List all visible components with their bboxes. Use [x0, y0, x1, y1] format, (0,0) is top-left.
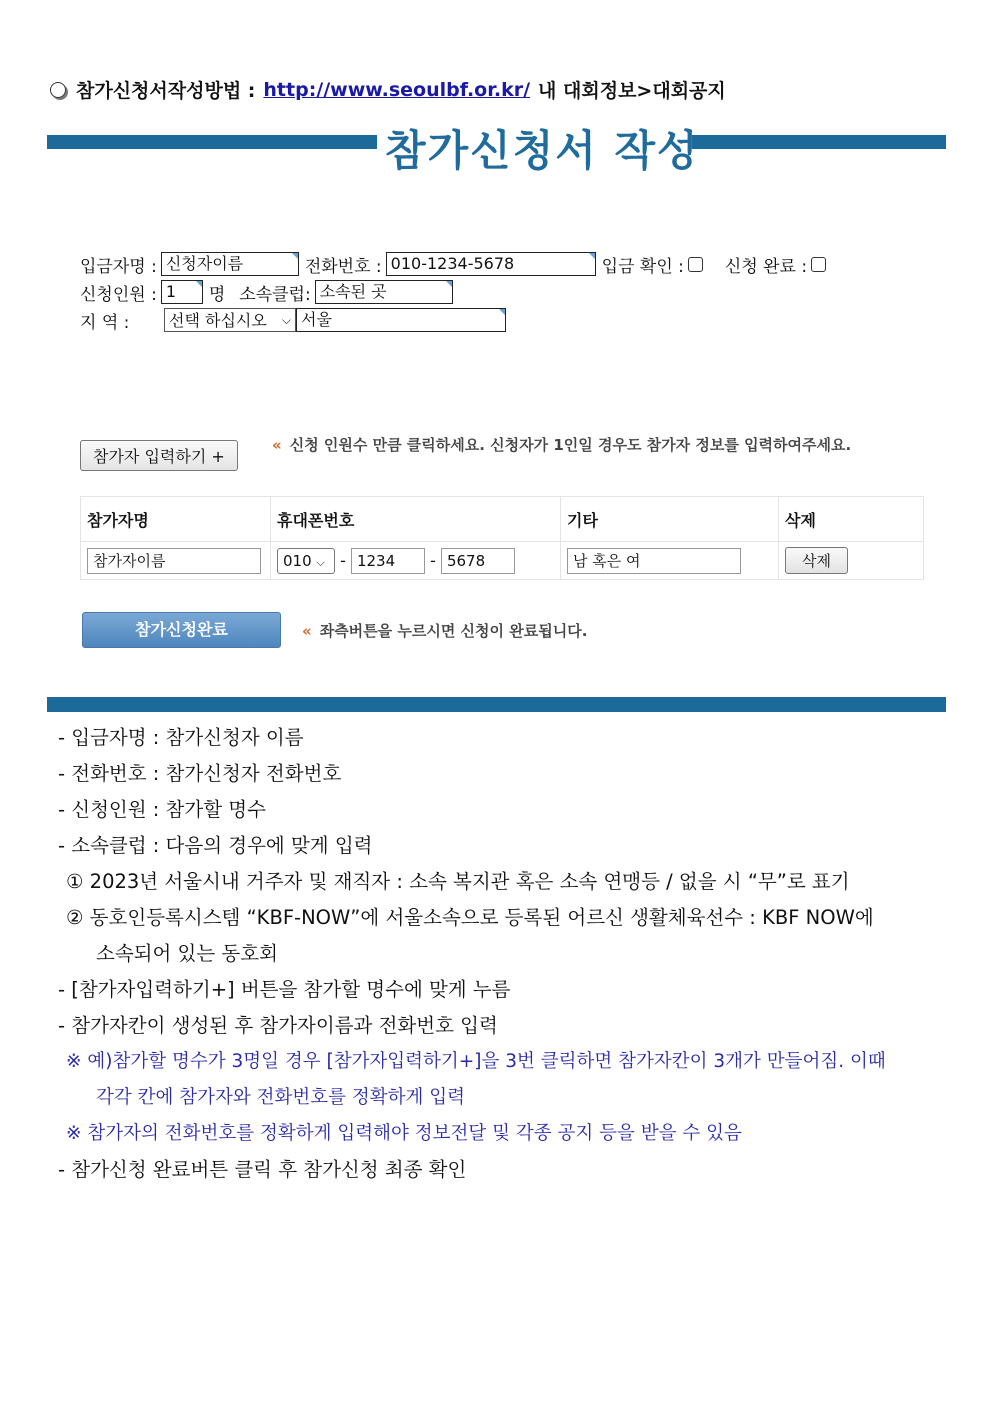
note-line: 소속되어 있는 동호회 [96, 942, 278, 965]
banner-title: 참가신청서 작성 [385, 126, 700, 175]
phone-dash-2: - [430, 550, 436, 570]
phone-last-input[interactable]: 5678 [441, 548, 515, 574]
note-line: - 소속클럽 : 다음의 경우에 맞게 입력 [58, 834, 373, 857]
payer-input[interactable]: 신청자이름 [161, 252, 299, 276]
region-input[interactable]: 서울 [296, 308, 506, 332]
col-name: 참가자명 [81, 497, 271, 542]
note-line: ※ 예)참가할 명수가 3명일 경우 [참가자입력하기+]을 3번 클릭하면 참가자칸이 3개가 만들어짐. 이때 [66, 1051, 886, 1072]
phone-prefix-select[interactable] [277, 548, 335, 574]
note-line: - 전화번호 : 참가신청자 전화번호 [58, 762, 342, 785]
radio-circle-icon [50, 82, 66, 98]
chevron-down-icon: ⌵ [316, 555, 325, 569]
count-input[interactable]: 1 [161, 280, 203, 304]
site-link[interactable]: http://www.seoulbf.or.kr/ [263, 78, 531, 101]
note-line: - 신청인원 : 참가할 명수 [58, 798, 266, 821]
col-etc: 기타 [561, 497, 779, 542]
banner-bar-right [692, 135, 946, 149]
heading-lead: 참가신청서작성방법 : [76, 80, 256, 102]
add-hint-text: 신청 인원수 만큼 클릭하세요. 신청자가 1인일 경우도 참가자 정보를 입력하여주세요. [289, 436, 852, 454]
table-header-row [81, 497, 924, 542]
phone-input[interactable]: 010-1234-5678 [386, 252, 596, 276]
region-select-value: 선택 하십시오 [169, 310, 267, 330]
phone-prefix-value: 010 [283, 551, 312, 570]
heading-tail: 내 대회정보>대회공지 [538, 80, 726, 102]
participant-table [80, 496, 924, 580]
region-select[interactable] [164, 308, 296, 332]
participant-name-input[interactable]: 참가자이름 [87, 548, 261, 574]
table-row [81, 542, 924, 580]
note-line: - 입금자명 : 참가신청자 이름 [58, 726, 304, 749]
etc-input[interactable]: 남 혹은 여 [567, 548, 741, 574]
complete-hint-text: 좌측버튼을 누르시면 신청이 완료됩니다. [319, 622, 588, 640]
application-form [80, 250, 848, 334]
deposit-label: 입금 확인 : [601, 256, 684, 277]
phone-dash-1: - [340, 550, 346, 570]
phone-label: 전화번호 : [304, 256, 382, 277]
count-unit: 명 [208, 284, 226, 305]
delete-button[interactable]: 삭제 [785, 547, 848, 574]
note-line: - [참가자입력하기+] 버튼을 참가할 명수에 맞게 누름 [58, 978, 511, 1001]
note-line: - 참가신청 완료버튼 클릭 후 참가신청 최종 확인 [58, 1158, 467, 1181]
banner-bar-left [47, 135, 377, 149]
club-label: 소속클럽: [239, 284, 311, 305]
col-delete: 삭제 [779, 497, 924, 542]
col-phone: 휴대폰번호 [271, 497, 561, 542]
complete-checkbox[interactable] [811, 257, 826, 272]
complete-label: 신청 완료 : [724, 256, 808, 277]
instruction-notes [58, 720, 946, 1188]
note-line: - 참가자칸이 생성된 후 참가자이름과 전화번호 입력 [58, 1014, 498, 1037]
payer-label: 입금자명 : [80, 256, 157, 277]
add-participant-button[interactable]: 참가자 입력하기 + [80, 440, 238, 471]
note-line: ① 2023년 서울시내 거주자 및 재직자 : 소속 복지관 혹은 소속 연맹등 / 없을 시 “무”로 표기 [66, 870, 850, 893]
add-hint [272, 434, 851, 455]
region-label: 지 역 : [80, 312, 130, 333]
complete-hint [302, 620, 587, 641]
club-input[interactable]: 소속된 곳 [315, 280, 453, 304]
double-chevron-icon: « [302, 622, 312, 640]
note-line: 각각 칸에 참가자와 전화번호를 정확하게 입력 [96, 1087, 465, 1108]
deposit-checkbox[interactable] [688, 257, 703, 272]
chevron-down-icon: ⌵ [281, 312, 291, 327]
double-chevron-icon: « [272, 436, 282, 454]
complete-application-button[interactable]: 참가신청완료 [82, 612, 281, 648]
note-line: ※ 참가자의 전화번호를 정확하게 입력해야 정보전달 및 각종 공지 등을 받을 수 있음 [66, 1123, 742, 1144]
note-line: ② 동호인등록시스템 “KBF-NOW”에 서울소속으로 등록된 어르신 생활체육선수 : KBF NOW에 [66, 906, 874, 929]
section-divider [47, 697, 946, 712]
method-heading [50, 76, 726, 103]
phone-mid-input[interactable]: 1234 [351, 548, 425, 574]
count-label: 신청인원 : [80, 284, 157, 305]
